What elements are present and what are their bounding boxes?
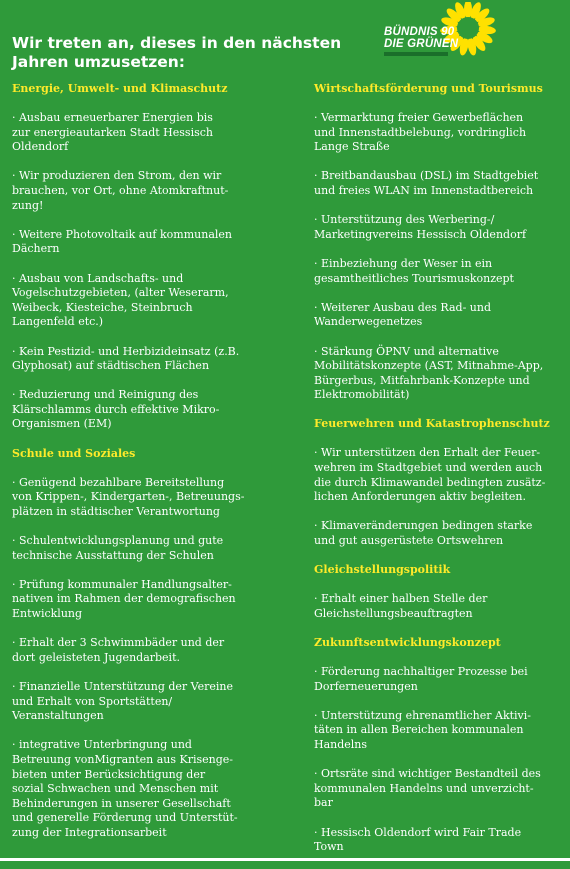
right-column: [314, 82, 566, 869]
list-item: · Unterstützung ehrenamtlicher Aktivi- täten in allen Bereichen kommunalen Handelns: [314, 708, 532, 751]
list-item: · Genügend bezahlbare Bereitstellung von Krippen-, Kindergarten-, Betreuungs- plätzen in städtischer Verantwortung: [12, 475, 245, 518]
section-future: [314, 636, 566, 855]
list-item: · Ausbau von Landschafts- und Vogelschutzgebieten, (alter Weserarm, Weibeck, Kiesteiche, Steinbruch Langenfeld etc.): [12, 271, 229, 329]
list-item: · Kein Pestizid- und Herbizideinsatz (z.B. Glyphosat) auf städtischen Flächen: [12, 344, 240, 373]
list-item: · Erhalt einer halben Stelle der Gleichstellungsbeauftragten: [314, 592, 488, 620]
list-item: · Weiterer Ausbau des Rad- und Wanderwegenetzes: [314, 300, 491, 329]
list-item: · integrative Unterbringung und Betreuung vonMigranten aus Krisenge- bieten unter Berücksichtigung der sozial Schwachen und Menschen mit Behinderungen in unserer Gesellschaft und generelle Förderung und Unterstüt- zung der Integrationsarbeit: [12, 738, 238, 839]
list-item: · Unterstützung des Werbering-/ Marketingvereins Hessisch Oldendorf: [314, 213, 527, 241]
list-item: · Schulentwicklungsplanung und gute technische Ausstattung der Schulen: [12, 534, 224, 562]
list-item: · Ortsräte sind wichtiger Bestandteil des kommunalen Handelns und unverzicht- bar: [314, 767, 541, 810]
left-column: [12, 82, 304, 855]
headline: Wir treten an, dieses in den nächsten Jahren umzusetzen:: [12, 34, 342, 71]
list-item: · Erhalt der 3 Schwimmbäder und der dort geleisteten Jugendarbeit.: [12, 636, 225, 664]
list-item: · Reduzierung und Reinigung des Klärschlamms durch effektive Mikro- Organismen (EM): [12, 388, 220, 431]
section-title: Schule und Soziales: [12, 446, 136, 460]
list-item: · Breitbandausbau (DSL) im Stadtgebiet und freies WLAN im Innenstadtbereich: [314, 169, 539, 197]
list-item: · Klimaveränderungen bedingen starke und gut ausgerüstete Ortswehren: [314, 519, 533, 548]
section-fire-brigade: [314, 417, 566, 548]
section-title: Gleichstellungspolitik: [314, 563, 451, 577]
section-energy: [12, 82, 304, 432]
list-item: · Finanzielle Unterstützung der Vereine und Erhalt von Sportstätten/ Veranstaltungen: [12, 679, 233, 723]
list-item: · Stärkung ÖPNV und alternative Mobilitätskonzepte (AST, Mitnahme-App, Bürgerbus, Mitfahrbank-Konzepte und Elektromobilität): [314, 344, 544, 402]
list-item: · Wir produzieren den Strom, den wir brauchen, vor Ort, ohne Atomkraftnut- zung!: [12, 169, 229, 212]
list-item: · Weitere Photovoltaik auf kommunalen Dächern: [12, 227, 232, 256]
logo-line-1: BÜNDNIS 90: [384, 26, 455, 38]
section-title: Energie, Umwelt- und Klimaschutz: [12, 82, 228, 95]
logo-line-2: DIE GRÜNEN: [384, 38, 459, 50]
party-logo: [380, 2, 498, 62]
list-item: · Vermarktung freier Gewerbeflächen und Innenstadtbelebung, vordringlich Lange Straße: [314, 111, 527, 154]
section-equality: [314, 563, 566, 621]
section-title: Wirtschaftsförderung und Tourismus: [314, 82, 543, 95]
list-item: · Einbeziehung der Weser in ein gesamtheitliches Tourismuskonzept: [314, 256, 514, 285]
list-item: · Hessisch Oldendorf wird Fair Trade Town: [314, 825, 522, 854]
list-item: · Prüfung kommunaler Handlungsalter- nativen im Rahmen der demografischen Entwicklung: [12, 577, 236, 620]
section-title: Feuerwehren und Katastrophenschutz: [314, 417, 550, 431]
section-title: Zukunftsentwicklungskonzept: [314, 636, 501, 649]
list-item: · Ausbau erneuerbarer Energien bis zur energieautarken Stadt Hessisch Oldendorf: [12, 111, 213, 154]
list-item: · Förderung nachhaltiger Prozesse bei Dorferneuerungen: [314, 665, 528, 693]
list-item: · Wir unterstützen den Erhalt der Feuer- wehren im Stadtgebiet und werden auch die durch Klimawandel bedingten zusätz- lichen Anforderungen aktiv begleiten.: [314, 446, 546, 504]
logo-text: [384, 26, 458, 50]
section-economy: [314, 82, 566, 403]
section-school: [12, 447, 304, 841]
